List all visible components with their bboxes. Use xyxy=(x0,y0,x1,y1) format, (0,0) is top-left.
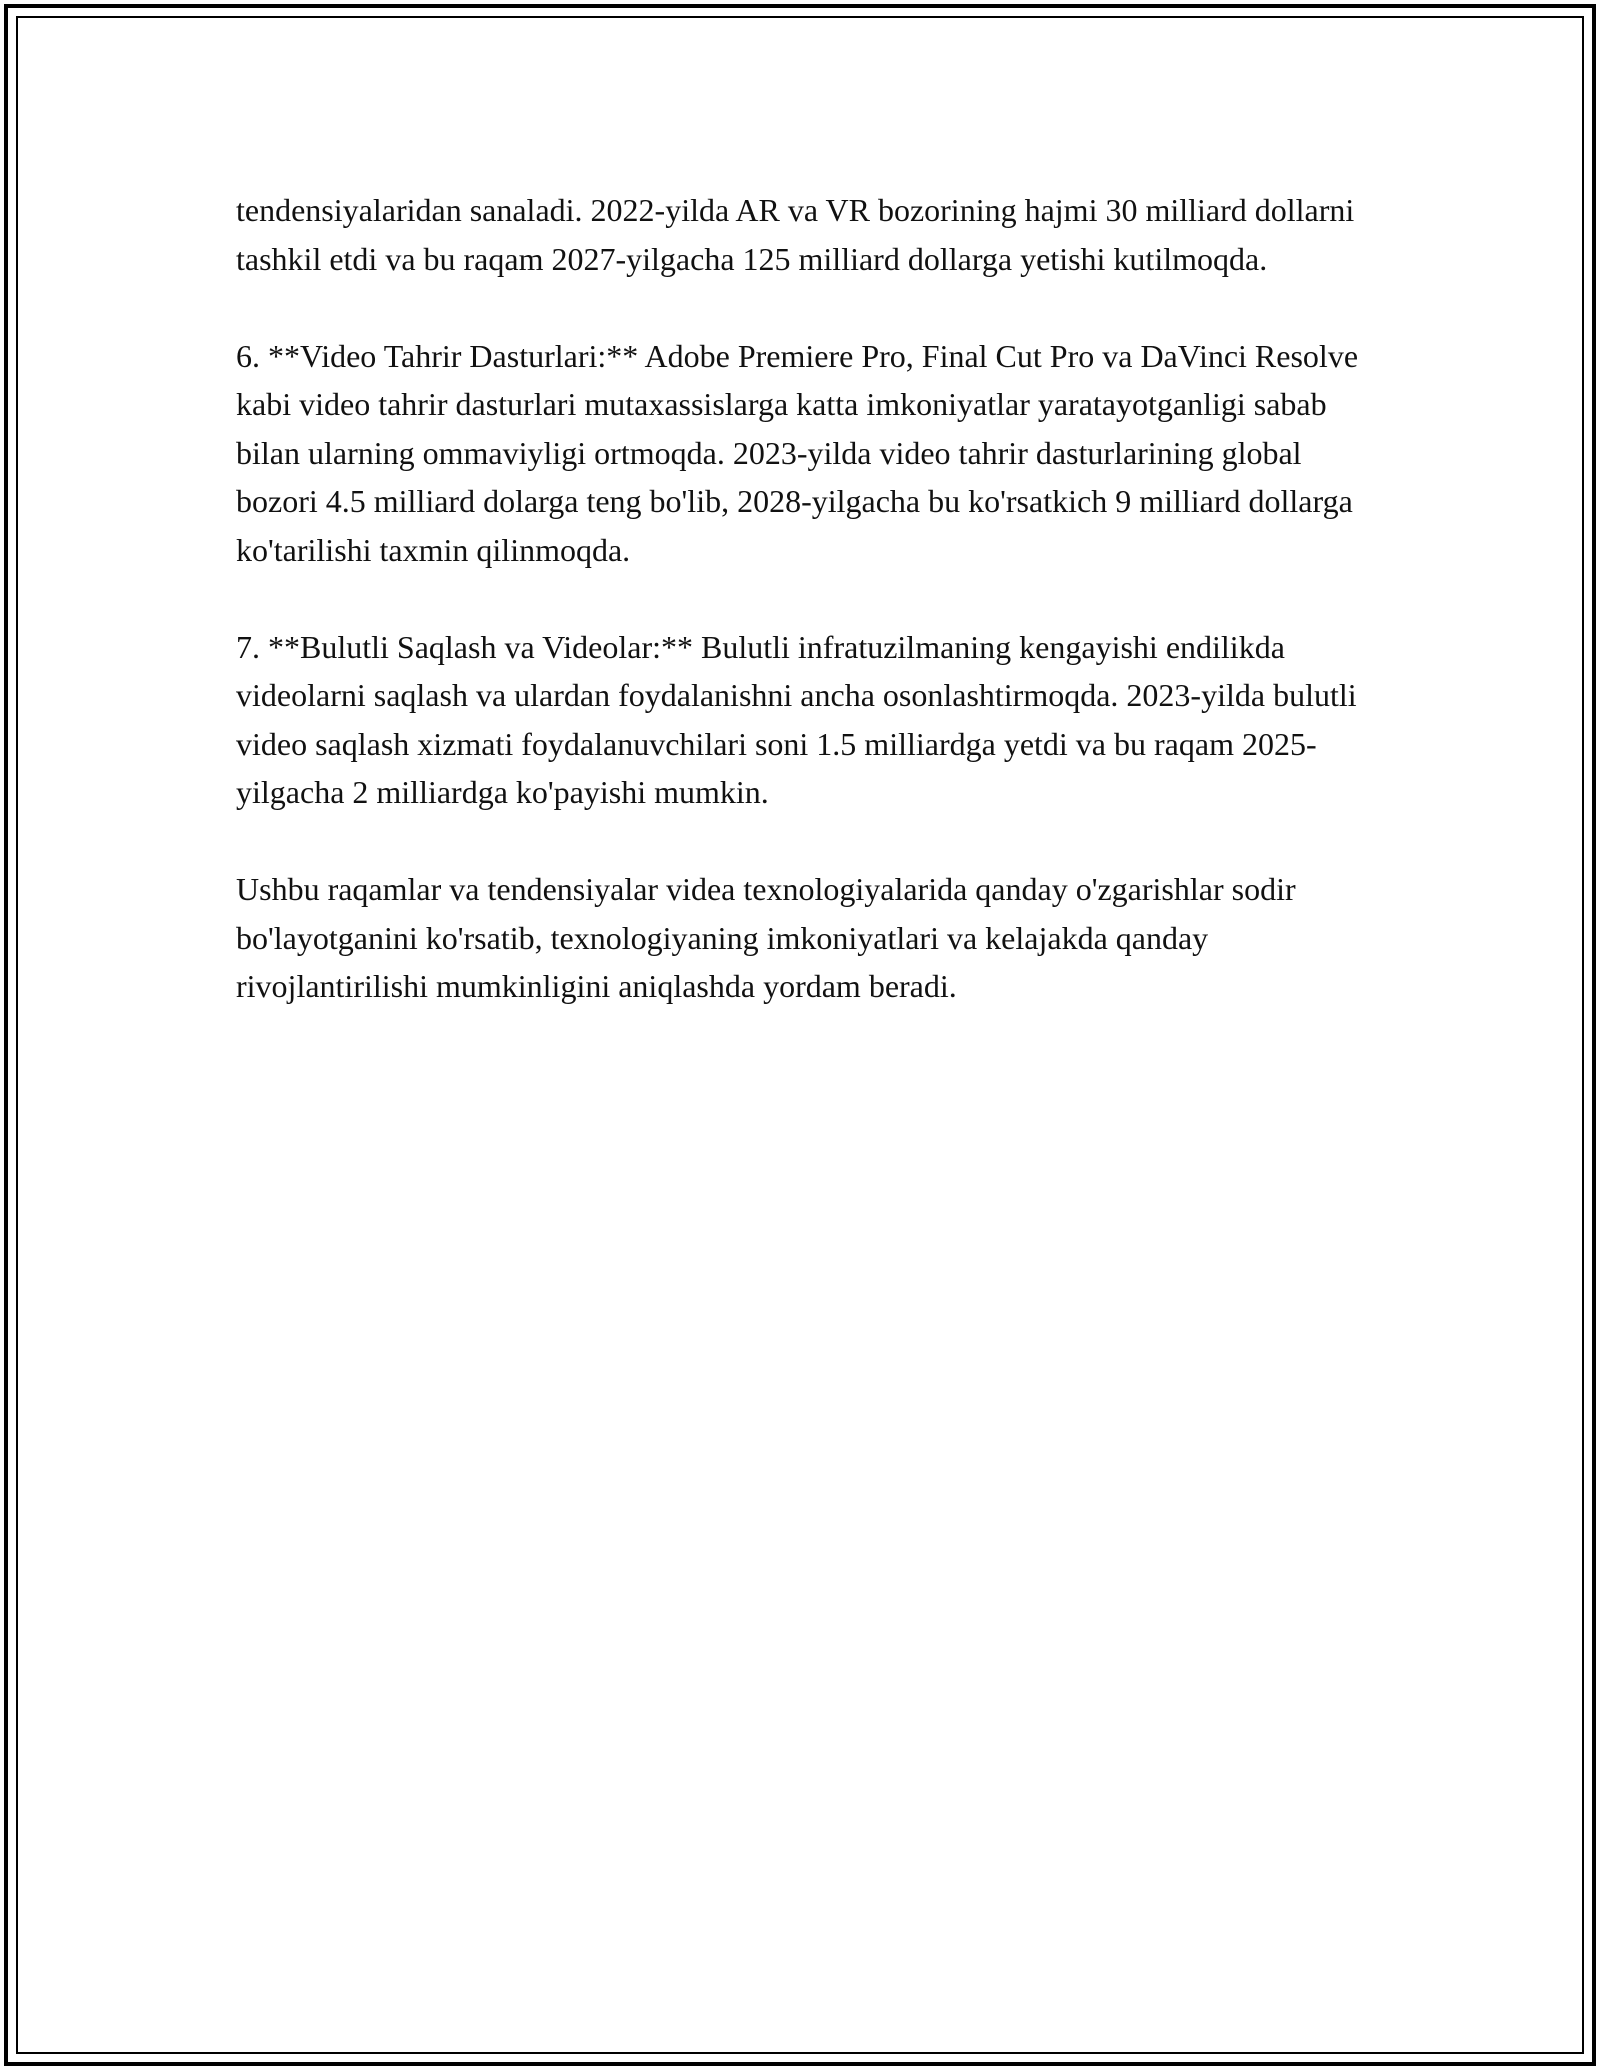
paragraph-video-editing-software: 6. **Video Tahrir Dasturlari:** Adobe Premiere Pro, Final Cut Pro va DaVinci Resolve kabi video tahrir dasturlari mutaxassislarga katta imkoniyatlar yaratayotganligi sabab bilan ularning ommaviyligi ortmoqda. 2023-yilda video tahrir dasturlarining global bozori 4.5 milliard dolarga teng bo'lib, 2028-yilgacha bu ko'rsatkich 9 milliard dollarga ko'tarilishi taxmin qilinmoqda. xyxy=(236,337,1359,568)
paragraph-conclusion: Ushbu raqamlar va tendensiyalar videa texnologiyalarida qanday o'zgarishlar sodir bo'layotganini ko'rsatib, texnologiyaning imkoniyatlari va kelajakda qanday rivojlantirilishi mumkinligini aniqlashda yordam beradi. xyxy=(236,871,1296,1004)
paragraph-cloud-storage-videos: 7. **Bulutli Saqlash va Videolar:** Bulutli infratuzilmaning kengayishi endilikda videolarni saqlash va ulardan foydalanishni ancha osonlashtirmoqda. 2023-yilda bulutli video saqlash xizmati foydalanuvchilari soni 1.5 milliardga yetdi va bu raqam 2025-yilgacha 2 milliardga ko'payishi mumkin. xyxy=(236,628,1357,810)
paragraph-ar-vr-market: tendensiyalaridan sanaladi. 2022-yilda AR va VR bozorining hajmi 30 milliard dollarni tashkil etdi va bu raqam 2027-yilgacha 125 milliard dollarga yetishi kutilmoqda. xyxy=(236,192,1355,277)
document-body xyxy=(236,186,1376,1011)
